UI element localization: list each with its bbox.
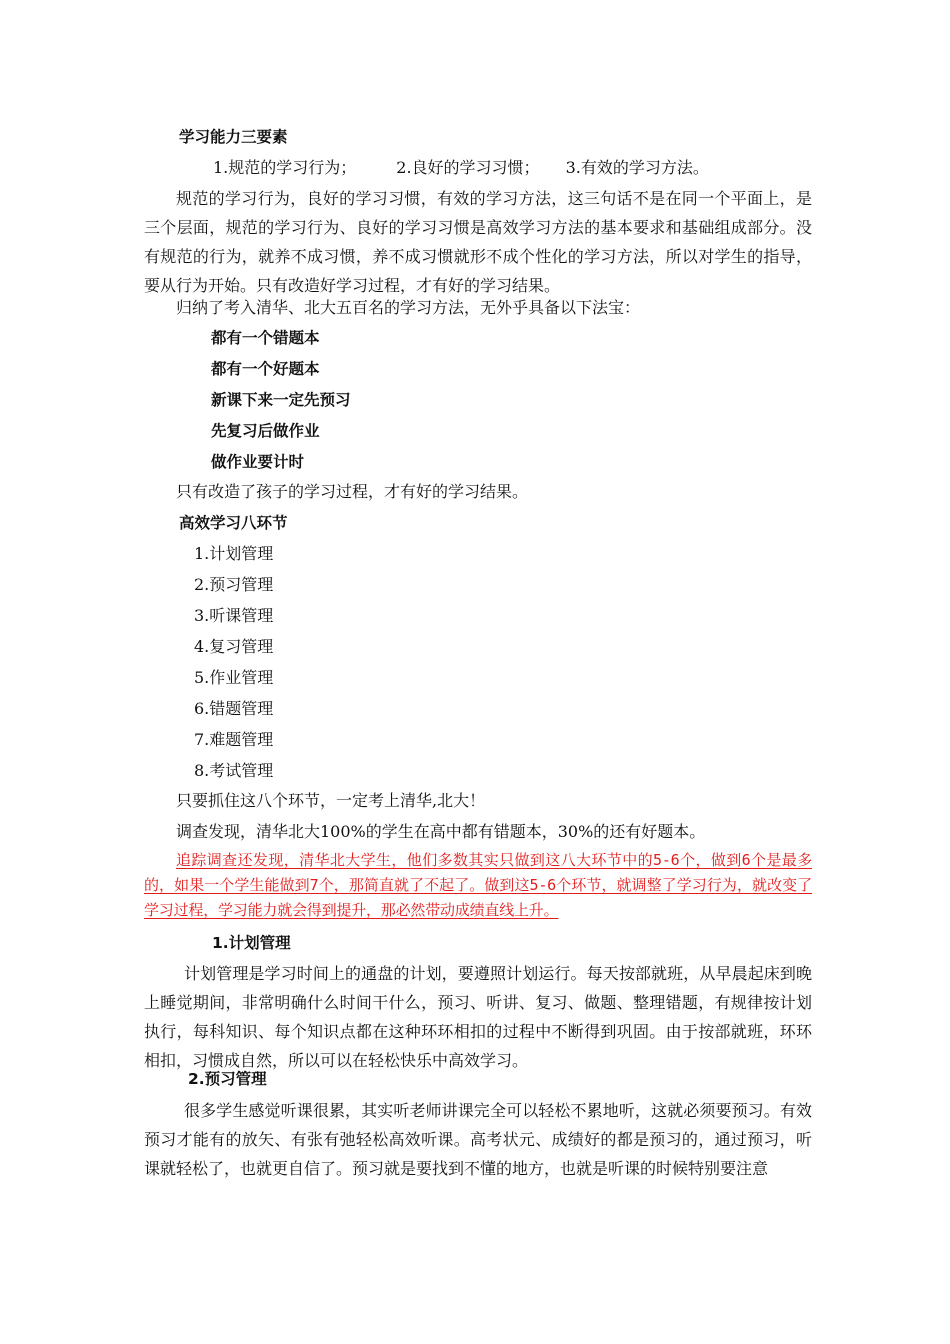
section-title-plan: 1.计划管理 — [212, 934, 291, 952]
heading-learning-ability: 学习能力三要素 — [179, 128, 288, 146]
step-item: 8.考试管理 — [194, 761, 274, 780]
section-body-preview: 很多学生感觉听课很累，其实听老师讲课完全可以轻松不累地听，这就必须要预习。有效预习才能有的放矢、有张有弛轻松高效听课。高考状元、成绩好的都是预习的，通过预习，听课就轻松了，也就更自信了。预习就是要找到不懂的地方，也就是听课的时候特别要注意 — [144, 1101, 812, 1178]
paragraph-process: 只有改造了孩子的学习过程，才有好的学习结果。 — [176, 482, 529, 501]
section-body-plan: 计划管理是学习时间上的通盘的计划，要遵照计划运行。每天按部就班，从早晨起床到晚上睡觉期间，非常明确什么时间干什么，预习、听讲、复习、做题、整理错题，有规律按计划执行，每科知识、每个知识点都在这种环环相扣的过程中不断得到巩固。由于按部就班，环环相扣，习惯成自然，所以可以在轻松快乐中高效学习。 — [144, 964, 812, 1070]
treasure-item: 都有一个好题本 — [211, 360, 320, 378]
treasure-item: 先复习后做作业 — [211, 422, 320, 440]
step-item: 6.错题管理 — [194, 699, 274, 718]
element-item: 1.规范的学习行为； — [213, 158, 357, 177]
treasure-item: 做作业要计时 — [211, 453, 305, 471]
step-item: 2.预习管理 — [194, 575, 274, 594]
element-item: 3.有效的学习方法。 — [565, 158, 709, 177]
treasure-item: 新课下来一定先预习 — [211, 391, 351, 409]
highlighted-paragraph: 追踪调查还发现，清华北大学生，他们多数其实只做到这八大环节中的5-6个，做到6个是最多的，如果一个学生能做到7个，那简直就了不起了。做到这5-6个环节，就调整了学习行为，就改变了学习过程，学习能力就会得到提升，那必然带动成绩直线上升。 — [144, 851, 812, 919]
step-item: 1.计划管理 — [194, 544, 274, 563]
section-title-preview: 2.预习管理 — [188, 1070, 267, 1088]
element-item: 2.良好的学习习惯； — [396, 158, 540, 177]
elements-list — [213, 157, 709, 179]
paragraph-summary: 归纳了考入清华、北大五百名的学习方法，无外乎具备以下法宝： — [176, 298, 641, 317]
treasure-item: 都有一个错题本 — [211, 329, 320, 347]
step-item: 4.复习管理 — [194, 637, 274, 656]
paragraph-slogan: 只要抓住这八个环节，一定考上清华,北大！ — [176, 791, 486, 810]
step-item: 7.难题管理 — [194, 730, 274, 749]
step-item: 5.作业管理 — [194, 668, 274, 687]
step-item: 3.听课管理 — [194, 606, 274, 625]
paragraph-levels: 规范的学习行为，良好的学习习惯，有效的学习方法，这三句话不是在同一个平面上，是三个层面，规范的学习行为、良好的学习习惯是高效学习方法的基本要求和基础组成部分。没有规范的行为，就养不成习惯，养不成习惯就形不成个性化的学习方法，所以对学生的指导，要从行为开始。只有改造好学习过程，才有好的学习结果。 — [144, 189, 812, 295]
paragraph-survey: 调查发现，清华北大100%的学生在高中都有错题本，30%的还有好题本。 — [176, 822, 706, 841]
heading-eight-steps: 高效学习八环节 — [179, 514, 288, 532]
